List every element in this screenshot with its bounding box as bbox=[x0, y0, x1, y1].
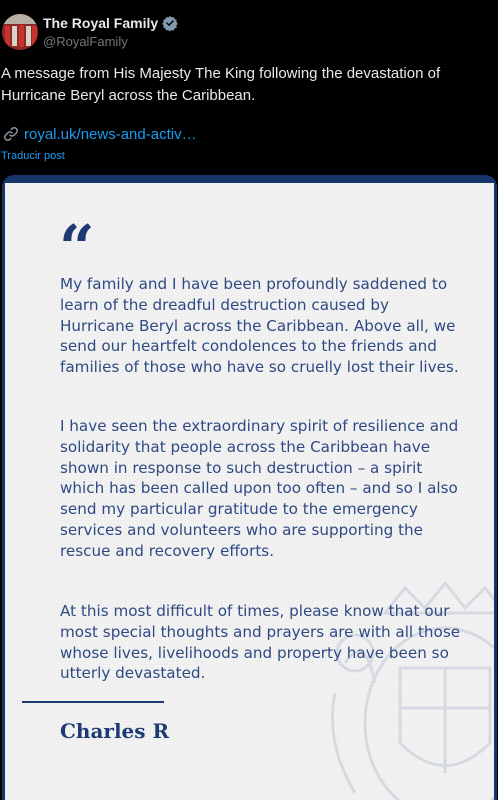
avatar[interactable] bbox=[2, 14, 38, 50]
statement-paragraph-1: My family and I have been profoundly saddened to learn of the dreadful destruction caused by Hurricane Beryl across the Caribbean. Above all, we send our heartfelt condolences to the friends and families of those who have so cruelly lost their lives. bbox=[60, 275, 459, 377]
statement-paper bbox=[5, 183, 494, 800]
quote-mark: “ bbox=[59, 211, 95, 284]
statement-paragraph-3: At this most difficult of times, please know that our most special thoughts and prayers are with all those whose lives, livelihoods and property have been so utterly devastated. bbox=[60, 602, 461, 683]
signature: Charles R bbox=[60, 719, 170, 743]
link-icon bbox=[2, 125, 20, 143]
statement-paragraph-2: I have seen the extraordinary spirit of resilience and solidarity that people across the Caribbean have shown in response to such destruction – a spirit which has been called upon too often – and so I also send my particular gratitude to the emergency services and volunteers who are supporting the rescue and recovery efforts. bbox=[60, 417, 459, 560]
statement-image[interactable] bbox=[2, 175, 497, 800]
signature-divider bbox=[22, 701, 164, 703]
external-link[interactable] bbox=[2, 125, 197, 143]
post-header bbox=[0, 12, 498, 52]
display-name[interactable]: The Royal Family bbox=[43, 15, 159, 31]
translate-post-link[interactable]: Traducir post bbox=[1, 150, 65, 162]
link-text[interactable]: royal.uk/news-and-activ… bbox=[24, 125, 197, 143]
post-text: A message from His Majesty The King following the devastation of Hurricane Beryl across the Caribbean. bbox=[1, 65, 441, 104]
handle[interactable]: @RoyalFamily bbox=[43, 34, 128, 49]
verified-badge-icon bbox=[162, 15, 178, 31]
display-name-row[interactable] bbox=[43, 15, 178, 31]
